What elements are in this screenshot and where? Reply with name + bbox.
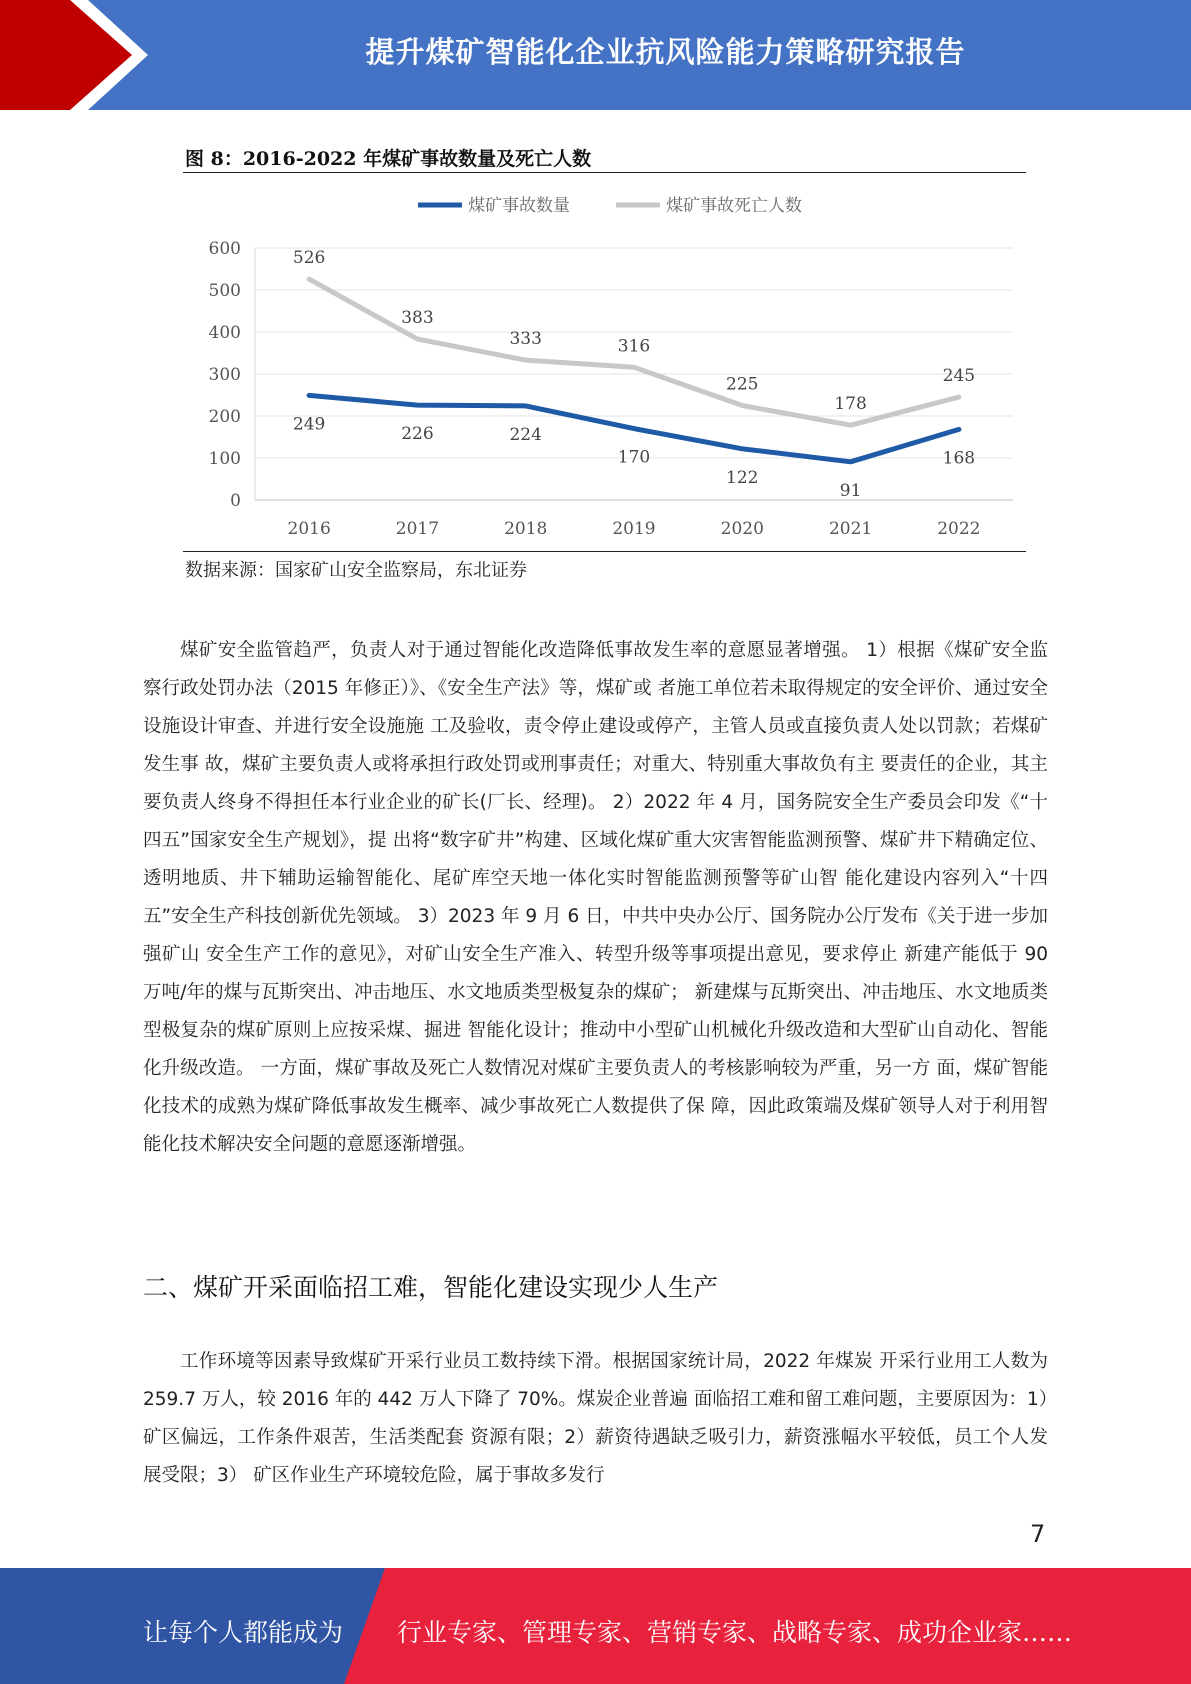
report-title: 提升煤矿智能化企业抗风险能力策略研究报告 — [365, 35, 966, 69]
legend-label: 煤矿事故死亡人数 — [666, 196, 802, 216]
data-label-deaths: 333 — [509, 329, 542, 350]
x-tick-label: 2020 — [720, 519, 764, 539]
header-arrow-icon — [0, 0, 160, 110]
page-number: 7 — [1030, 1520, 1046, 1548]
x-tick-label: 2018 — [504, 519, 548, 539]
data-label-deaths: 526 — [292, 248, 326, 269]
data-label-deaths: 178 — [834, 394, 867, 415]
x-tick-label: 2022 — [937, 519, 981, 539]
data-label-accidents: 170 — [617, 447, 651, 468]
figure-title: 图 8：2016-2022 年煤矿事故数量及死亡人数 — [185, 148, 592, 170]
x-tick-label: 2021 — [828, 519, 873, 539]
body-paragraph-2: 工作环境等因素导致煤矿开采行业员工数持续下滑。根据国家统计局，2022 年煤炭 开采行业用工人数为 259.7 万人，较 2016 年的 442 万人下降了 70%。煤炭企业普遍 面临招工难和留工难问题，主要原因为：1）矿区偏远，工作条件艰苦，生活类配套 资源有限；2）薪资待遇缺乏吸引力，薪资涨幅水平较低，员工个人发展受限；3） 矿区作业生产环境较危险，属于事故多发行 — [143, 1351, 1048, 1486]
figure-source: 数据来源：国家矿山安全监察局，东北证券 — [185, 560, 527, 581]
y-tick-label: 500 — [208, 281, 241, 301]
figure-bottom-rule — [183, 551, 1026, 552]
x-tick-label: 2017 — [395, 519, 440, 539]
data-label-accidents: 91 — [839, 480, 862, 501]
x-tick-label: 2019 — [612, 519, 656, 539]
y-tick-label: 0 — [230, 491, 241, 511]
footer-slogan-right: 行业专家、管理专家、营销专家、战略专家、成功企业家…… — [397, 1618, 1073, 1647]
y-tick-label: 600 — [208, 239, 241, 259]
accident-line-chart — [183, 180, 1026, 550]
data-label-accidents: 122 — [726, 467, 759, 488]
body-paragraph-1: 煤矿安全监管趋严，负责人对于通过智能化改造降低事故发生率的意愿显著增强。 1）根据《煤矿安全监察行政处罚办法（2015 年修正）》、《安全生产法》等，煤矿或 者施工单位若未取得规定的安全评价、通过安全设施设计审查、并进行安全设施施 工及验收，责令停止建设或停产，主管人员或直接负责人处以罚款；若煤矿发生事 故，煤矿主要负责人或将承担行政处罚或刑事责任；对重大、特别重大事故负有主 要责任的企业，其主要负责人终身不得担任本行业企业的矿长(厂长、经理)。 2）2022 年 4 月，国务院安全生产委员会印发《“十四五”国家安全生产规划》，提 出将“数字矿井”构建、区域化煤矿重大灾害智能监测预警、煤矿井下精确定位、 透明地质、井下辅助运输智能化、尾矿库空天地一体化实时智能监测预警等矿山智 能化建设内容列入“十四五”安全生产科技创新优先领域。 3）2023 年 9 月 6 日，中共中央办公厅、国务院办公厅发布《关于进一步加强矿山 安全生产工作的意见》，对矿山安全生产准入、转型升级等事项提出意见，要求停止 新建产能低于 90 万吨/年的煤与瓦斯突出、冲击地压、水文地质类型极复杂的煤矿； 新建煤与瓦斯突出、冲击地压、水文地质类型极复杂的煤矿原则上应按采煤、掘进 智能化设计；推动中小型矿山机械化升级改造和大型矿山自动化、智能化升级改造。 一方面，煤矿事故及死亡人数情况对煤矿主要负责人的考核影响较为严重，另一方 面，煤矿智能化技术的成熟为煤矿降低事故发生概率、减少事故死亡人数提供了保 障，因此政策端及煤矿领导人对于利用智能化技术解决安全问题的意愿逐渐增强。 — [143, 640, 1048, 1155]
section-heading: 二、煤矿开采面临招工难，智能化建设实现少人生产 — [143, 1273, 719, 1302]
y-tick-label: 200 — [208, 407, 241, 427]
legend-label: 煤矿事故数量 — [468, 196, 570, 216]
data-label-deaths: 225 — [726, 374, 759, 395]
x-tick-label: 2016 — [287, 519, 331, 539]
data-label-deaths: 245 — [942, 366, 976, 387]
data-label-accidents: 168 — [942, 448, 976, 469]
data-label-accidents: 226 — [401, 424, 434, 445]
figure-top-rule — [183, 172, 1026, 173]
data-label-deaths: 316 — [617, 336, 651, 357]
y-tick-label: 100 — [208, 449, 241, 469]
y-tick-label: 300 — [208, 365, 241, 385]
data-label-deaths: 383 — [401, 308, 434, 329]
data-label-accidents: 224 — [509, 424, 542, 445]
y-tick-label: 400 — [208, 323, 241, 343]
data-label-accidents: 249 — [292, 414, 326, 435]
page-header — [0, 0, 1191, 110]
footer-slogan-left: 让每个人都能成为 — [143, 1618, 344, 1647]
